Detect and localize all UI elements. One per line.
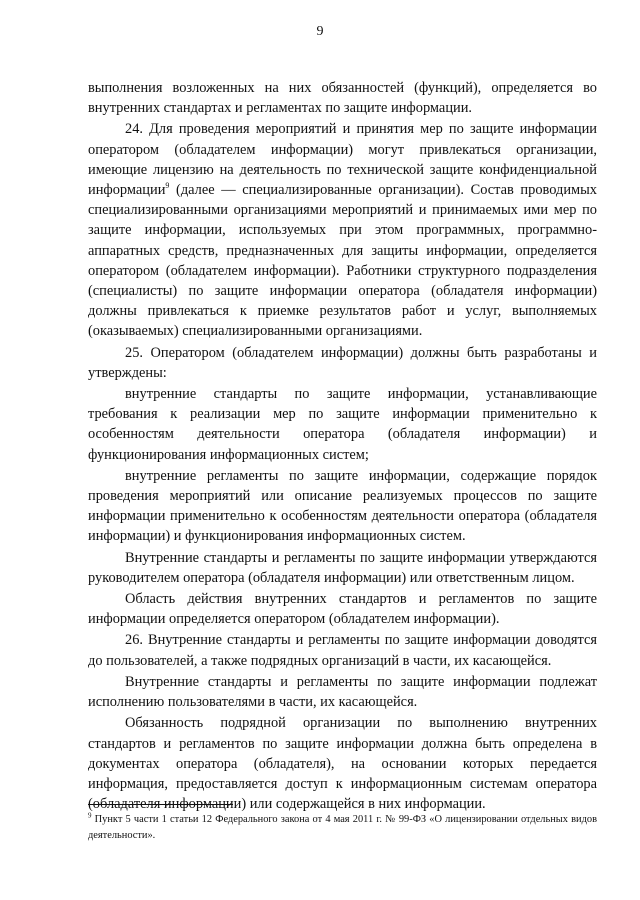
footnote-reference: 9 [165,181,170,191]
paragraph-approval: Внутренние стандарты и регламенты по защите информации утверждаются руководителем оператора (обладателя информации) или ответственным лицом. [88,549,597,586]
paragraph-item-26: 26. Внутренние стандарты и регламенты по защите информации доводятся до пользователей, а также подрядных организаций в части, их касающейся. [88,632,597,669]
footnote-marker: 9 [88,811,92,820]
footnote [88,812,597,844]
paragraph-item-25: 25. Оператором (обладателем информации) должны быть разработаны и утверждены: [88,344,597,381]
page-number: 9 [316,24,324,39]
paragraph-continuation: выполнения возложенных на них обязанностей (функций), определяется во внутренних стандартах и регламентах по защите информации. [88,80,597,117]
paragraph-item-24-start: 24. Для проведения мероприятий и принятия мер по защите информации оператором (обладателем информации) могут привлекаться организации, имеющие лицензию на деятельность по технической защите конфиденциальной информации [88,121,597,199]
paragraph-internal-regulations: внутренние регламенты по защите информации, содержащие порядок проведения мероприятий или описание реализуемых процессов по защите информации применительно к особенностям деятельности оператора (обладателя информации) и функционирования информационных систем. [88,467,597,545]
paragraph-scope: Область действия внутренних стандартов и регламентов по защите информации определяется оператором (обладателем информации). [88,591,597,628]
paragraph-execution: Внутренние стандарты и регламенты по защите информации подлежат исполнению пользователями в части, их касающейся. [88,673,597,711]
footnote-divider [88,804,233,805]
paragraph-item-24-end: (далее — специализированные организации). Состав проводимых специализированными организациями мероприятий и принимаемых ими мер по защите информации, используемых при этом программных, программно-аппаратных средств, предназначенных для защиты информации, определяется оператором (обладателем информации). Работники структурного подразделения (специалисты) по защите информации оператора (обладателя информации) должны привлекаться к приемке результатов работ и услуг, выполняемых (оказываемых) специализированными организациями. [88,182,597,340]
paragraph-internal-standards: внутренние стандарты по защите информации, устанавливающие требования к реализации мер по защите информации применительно к особенностям деятельности оператора (обладателя информации) и функционирования информационных систем; [88,386,597,463]
document-body [88,78,597,815]
footnote-text: Пункт 5 части 1 статьи 12 Федерального закона от 4 мая 2011 г. № 99-ФЗ «О лицензировании отдельных видов деятельности». [88,814,597,841]
paragraph-item-24 [88,119,597,341]
paragraph-contractor-obligation: Обязанность подрядной организации по выполнению внутренних стандартов и регламентов по защите информации должна быть определена в документах оператора (обладателя), на основании которых передается информация, предоставляется доступ к информационным системам оператора (обладателя информации) или содержащейся в них информации. [88,715,597,813]
